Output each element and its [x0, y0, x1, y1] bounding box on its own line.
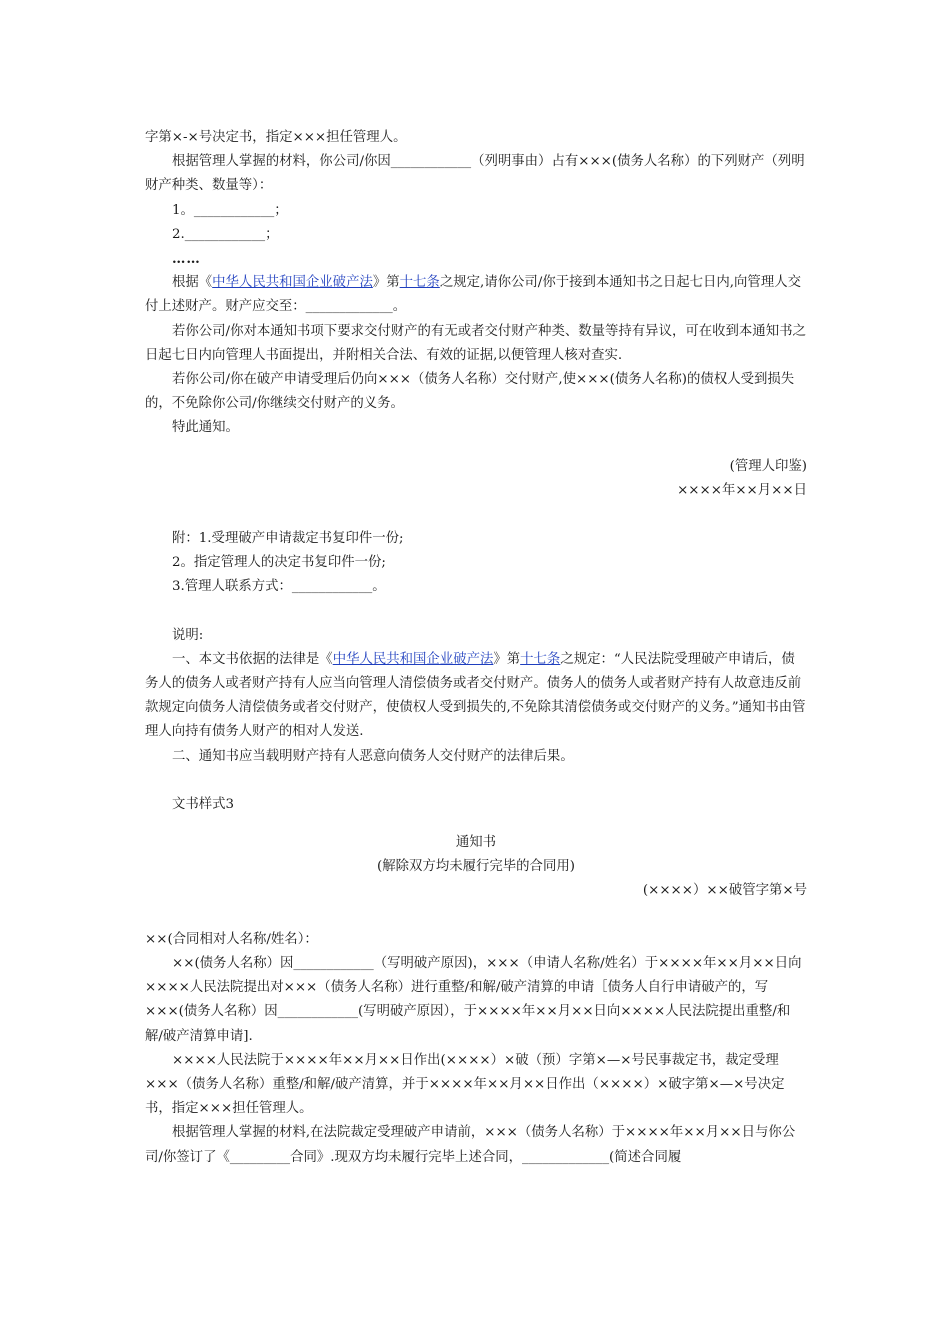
spacer: [145, 600, 807, 624]
attachment-1: 附：1.受理破产申请裁定书复印件一份;: [172, 531, 404, 547]
text-fragment: 》第: [372, 275, 400, 291]
spacer: [145, 503, 807, 527]
text-fragment: 之规定,请你公司/你于接到本通知书之日起七日内,向管理人交付上述财产。财产应交至：_____________。: [145, 275, 801, 315]
paragraph-objection: 若你公司/你对本通知书项下要求交付财产的有无或者交付财产种类、数量等持有异议，可在收到本通知书之日起七日内向管理人书面提出，并附相关合法、有效的证据,以便管理人核对查实.: [145, 323, 806, 363]
document-subtitle: (解除双方均未履行完毕的合同用): [377, 859, 575, 875]
list-item-2: 2.____________；: [172, 226, 279, 242]
spacer: [145, 441, 807, 455]
text-fragment: 根据《: [172, 275, 213, 291]
law-link[interactable]: 中华人民共和国企业破产法: [212, 275, 373, 291]
text-fragment: 》第: [493, 651, 521, 667]
document-page: [145, 126, 807, 1170]
addressee: ××(合同相对人名称/姓名）：: [145, 931, 318, 947]
form-label: 文书样式3: [172, 796, 235, 812]
article-link[interactable]: 十七条: [399, 275, 440, 291]
date-line: ××××年××月××日: [677, 482, 807, 498]
body-paragraph-1: ××(债务人名称）因____________（写明破产原因)，×××（申请人名称/姓名）于××××年××月××日向××××人民法院提出对×××（债务人名称）进行重整/和解/破产清算的申请［债务人自行申请破产的，写×××(债务人名称）因____________(写明破产原因），于××××年××月××日向××××人民法院提出重整/和解/破产清算申请].: [145, 955, 802, 1044]
ellipsis: ……: [172, 251, 201, 268]
seal-label: (管理人印鉴): [729, 458, 807, 474]
notes-title: 说明:: [172, 627, 204, 643]
law-link[interactable]: 中华人民共和国企业破产法: [332, 651, 494, 667]
spacer: [145, 904, 807, 928]
paragraph-property-list-intro: 根据管理人掌握的材料，你公司/你因____________（列明事由）占有×××(债务人名称）的下列财产（列明财产种类、数量等）：: [145, 154, 805, 194]
spacer: [145, 769, 807, 793]
attachment-3: 3.管理人联系方式：____________。: [172, 579, 386, 595]
body-paragraph-3: 根据管理人掌握的材料,在法院裁定受理破产申请前，×××（债务人名称）于××××年××月××日与你公司/你签订了《_________合同》.现双方均未履行完毕上述合同，_____________(简述合同履: [145, 1125, 796, 1165]
spacer: [145, 817, 807, 831]
note-2: 二、通知书应当载明财产持有人恶意向债务人交付财产的法律后果。: [172, 748, 574, 764]
list-item-1: 1。____________；: [172, 202, 288, 218]
article-link[interactable]: 十七条: [520, 651, 561, 667]
body-paragraph-2: ××××人民法院于××××年××月××日作出(××××）×破（预）字第×—×号民事裁定书，裁定受理×××（债务人名称）重整/和解/破产清算，并于××××年××月××日作出（××××）×破字第×—×号决定书，指定×××担任管理人。: [145, 1052, 785, 1117]
text-fragment: 一、本文书依据的法律是《: [172, 651, 333, 667]
attachment-2: 2。指定管理人的决定书复印件一份;: [172, 555, 386, 571]
paragraph-liability: 若你公司/你在破产申请受理后仍向×××（债务人名称）交付财产,使×××(债务人名称)的债权人受到损失的，不免除你公司/你继续交付财产的义务。: [145, 372, 795, 412]
paragraph-continuation: 字第×-×号决定书，指定×××担任管理人。: [145, 130, 407, 145]
note-1: [145, 648, 807, 745]
case-number: (××××）××破管字第×号: [642, 883, 807, 899]
paragraph-closing: 特此通知。: [172, 420, 239, 436]
paragraph-legal-basis: [145, 271, 807, 319]
document-title: 通知书: [455, 835, 497, 851]
text-fragment: 之规定：“人民法院受理破产申请后，债务人的债务人或者财产持有人应当向管理人清偿债务或者交付财产。债务人的债务人或者财产持有人故意违反前款规定向债务人清偿债务或者交付财产，使债权人受到损失的,不免除其清偿债务或交付财产的义务。”通知书由管理人向持有债务人财产的相对人发送.: [145, 651, 806, 740]
